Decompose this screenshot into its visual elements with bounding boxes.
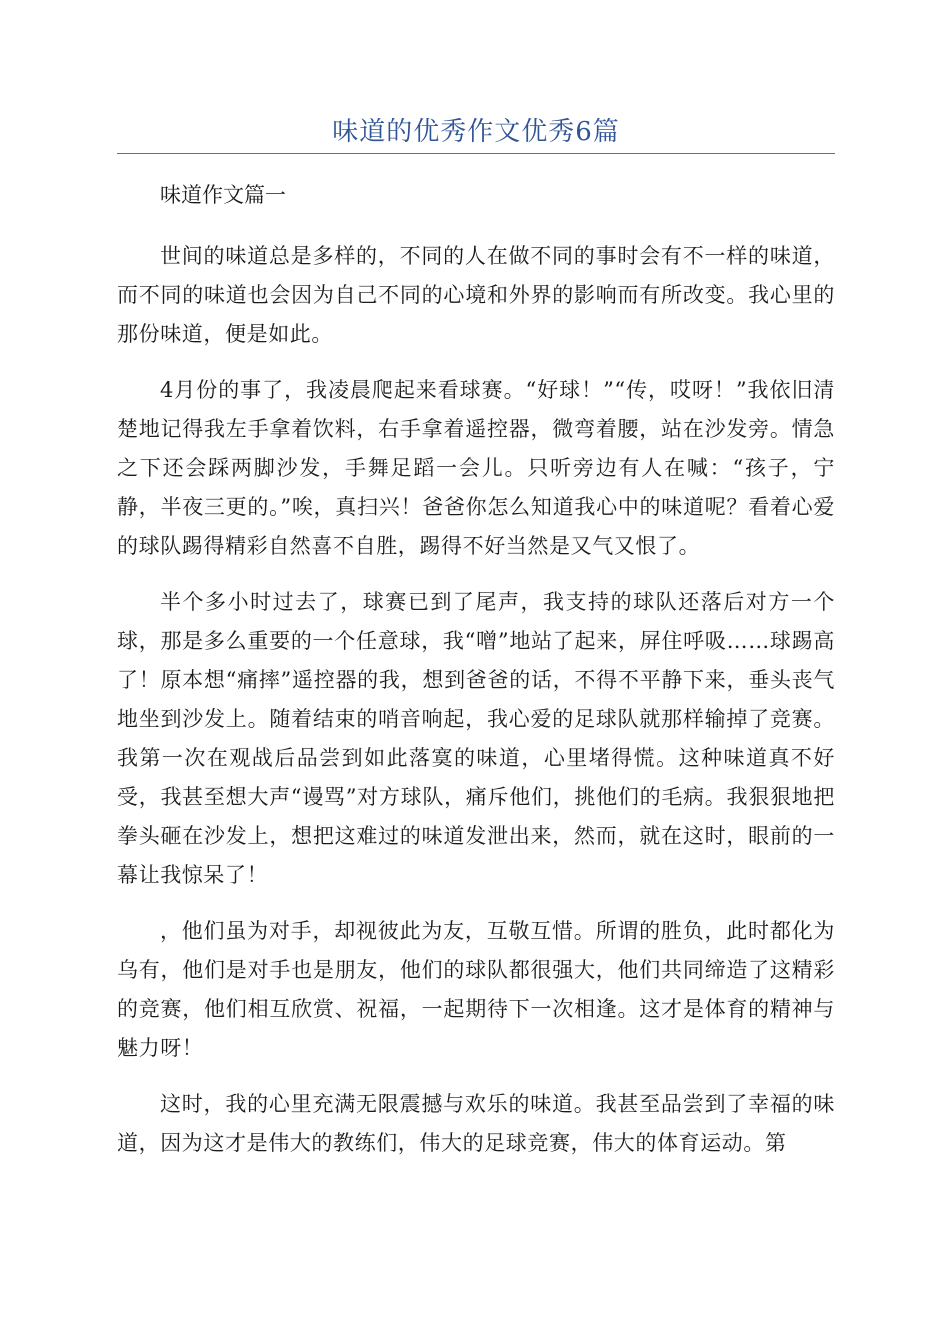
title-underline [117,153,835,154]
paragraph-5: 这时，我的心里充满无限震撼与欢乐的味道。我甚至品尝到了幸福的味道，因为这才是伟大的教练们，伟大的足球竞赛，伟大的体育运动。第 [117,1092,835,1155]
paragraph-3: 半个多小时过去了，球赛已到了尾声，我支持的球队还落后对方一个球，那是多么重要的一个任意球，我“噌”地站了起来，屏住呼吸……球踢高了！原本想“痛摔”遥控器的我，想到爸爸的话，不得不平静下来，垂头丧气地坐到沙发上。随着结束的哨音响起，我心爱的足球队就那样输掉了竞赛。我第一次在观战后品尝到如此落寞的味道，心里堵得慌。这种味道真不好受，我甚至想大声“谩骂”对方球队，痛斥他们，挑他们的毛病。我狠狠地把拳头砸在沙发上，想把这难过的味道发泄出来，然而，就在这时，眼前的一幕让我惊呆了！ [117,590,835,887]
paragraph-4: ，他们虽为对手，却视彼此为友，互敬互惜。所谓的胜负，此时都化为乌有，他们是对手也是朋友，他们的球队都很强大，他们共同缔造了这精彩的竞赛，他们相互欣赏、祝福，一起期待下一次相逢。这才是体育的精神与魅力呀！ [117,919,835,1060]
section-heading: 味道作文篇一 [160,183,286,207]
paragraph-2: 4月份的事了，我凌晨爬起来看球赛。“好球！”“传，哎呀！”我依旧清楚地记得我左手拿着饮料，右手拿着遥控器，微弯着腰，站在沙发旁。情急之下还会踩两脚沙发，手舞足蹈一会儿。只听旁边有人在喊：“孩子，宁静，半夜三更的。”唉，真扫兴！爸爸你怎么知道我心中的味道呢？看着心爱的球队踢得精彩自然喜不自胜，踢得不好当然是又气又恨了。 [117,378,835,558]
document-title: 味道的优秀作文优秀6篇 [332,117,620,147]
document-body [117,176,835,1163]
paragraph-1: 世间的味道总是多样的，不同的人在做不同的事时会有不一样的味道，而不同的味道也会因为自己不同的心境和外界的影响而有所改变。我心里的那份味道，便是如此。 [117,244,835,346]
